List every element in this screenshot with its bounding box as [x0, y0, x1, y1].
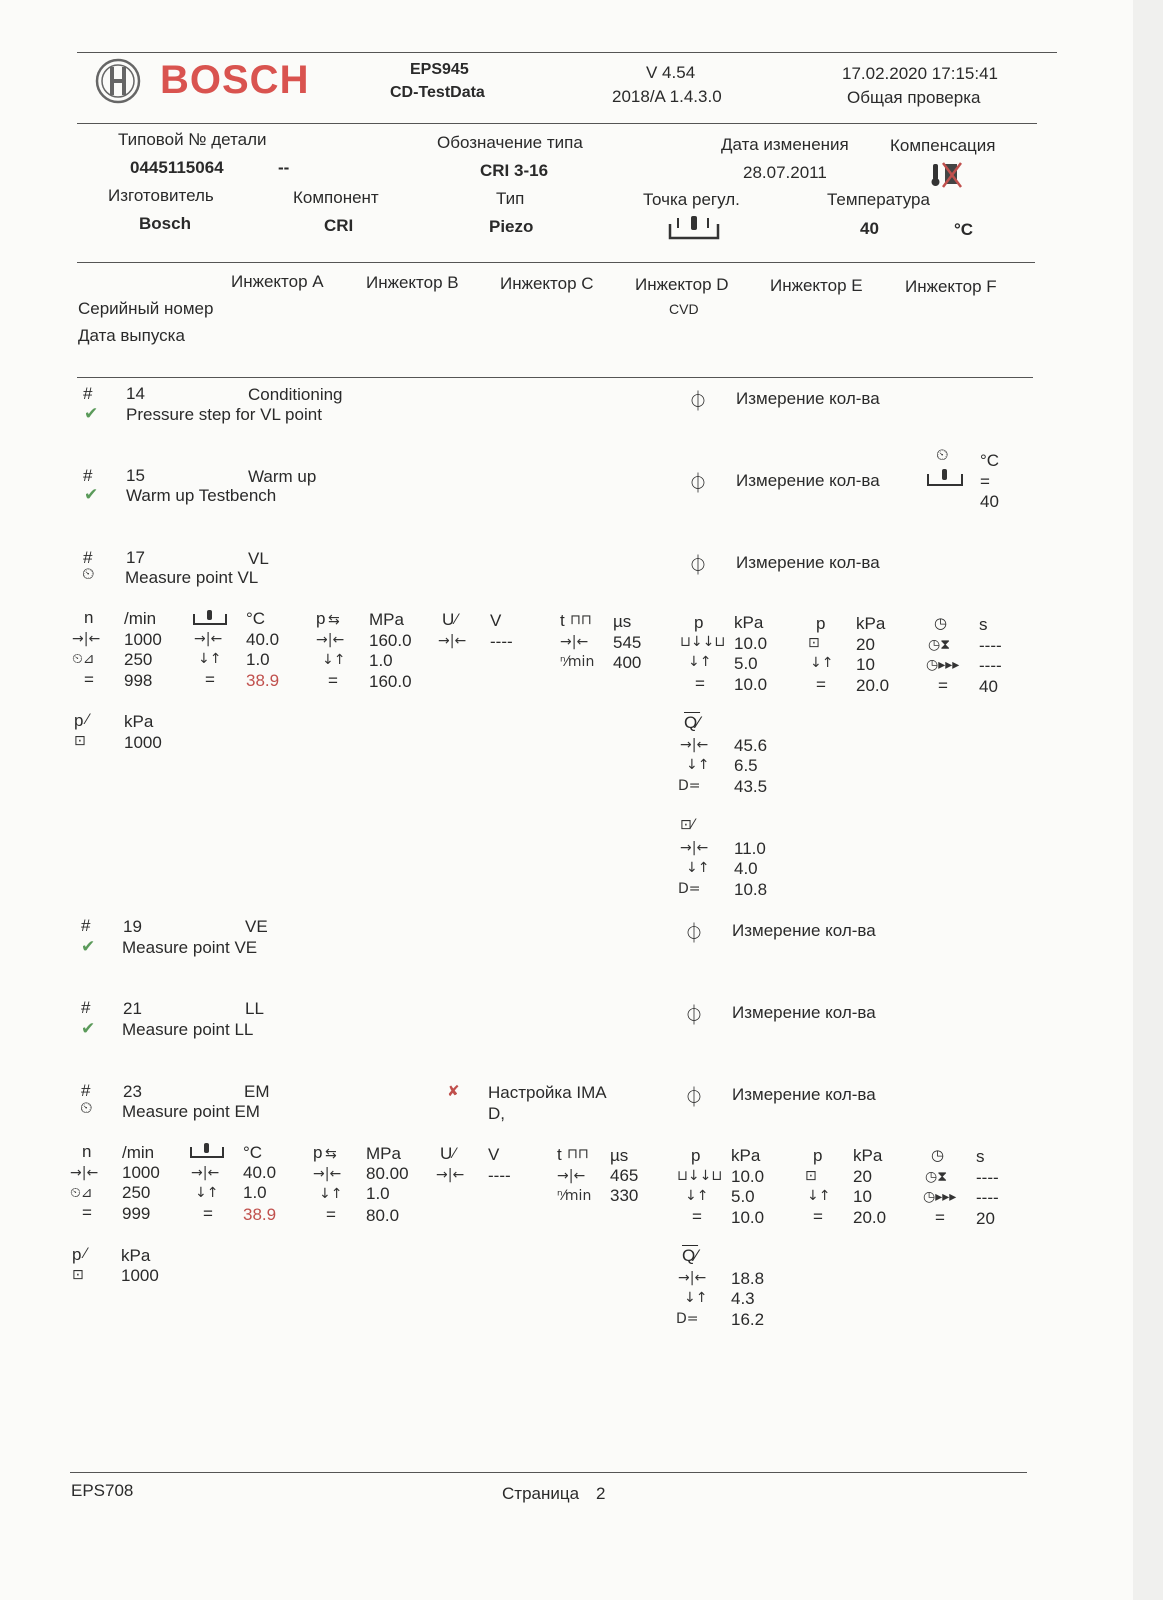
measure-icon: ⏲	[82, 566, 95, 583]
time-actual: 20	[976, 1209, 995, 1228]
regulation-point-icon	[192, 609, 228, 632]
page-label: Страница	[502, 1484, 580, 1503]
step-number: 19	[123, 917, 142, 936]
regulation-point-icon	[926, 468, 964, 493]
step-measure: Измерение кол-ва	[732, 1085, 876, 1104]
pressure-setpoint: 80.00	[366, 1164, 409, 1183]
flow-measure-icon: ⏀	[684, 923, 704, 945]
bosch-armature-icon	[95, 58, 141, 104]
inlet-icon: ⊡	[72, 1267, 84, 1283]
flow-measure-icon: ⏀	[688, 555, 708, 577]
return-pressure-actual: 10.0	[731, 1208, 765, 1227]
part-number-suffix: --	[278, 158, 290, 177]
injector-c-label: Инжектор C	[500, 274, 594, 293]
inlet-icon: ⊡	[808, 635, 820, 651]
step-number: 15	[126, 466, 145, 485]
check-icon: ✔	[81, 937, 96, 956]
rail-pressure-value: 1000	[124, 733, 162, 752]
inlet-pressure-head: p	[813, 1146, 823, 1165]
fast-forward-icon: ◷▸▸▸	[923, 1189, 957, 1205]
step-description: Warm up Testbench	[126, 486, 277, 505]
step-hash: #	[83, 548, 93, 567]
quantity-tolerance: 4.3	[731, 1289, 755, 1308]
step-number: 23	[123, 1082, 142, 1101]
kind-label: Тип	[496, 189, 525, 208]
slash-icon: ⁄	[455, 612, 458, 628]
temp-tolerance: 1.0	[243, 1183, 267, 1202]
tolerance-icon: ↓↑	[319, 1186, 343, 1202]
quantity-tolerance: 6.5	[734, 756, 758, 775]
speed-tolerance: 250	[124, 650, 153, 669]
regulation-point-icon	[189, 1142, 225, 1165]
tolerance-icon: ↓↑	[322, 652, 346, 668]
tolerance-icon: ↓↑	[195, 1185, 219, 1201]
pressure-unit: MPa	[366, 1144, 401, 1163]
return-flow-deviation: 10.8	[734, 880, 768, 899]
inlet-pressure-tolerance: 10	[853, 1187, 872, 1206]
flow-quantity-icon: Q⁄	[682, 1246, 699, 1265]
eq-sign: =	[695, 674, 705, 693]
flow-measure-icon: ⏀	[684, 1005, 704, 1027]
rail-pressure-head: p	[72, 1245, 82, 1264]
warmup-value: 40	[980, 492, 999, 511]
time-tolerance: ----	[979, 656, 1002, 675]
strokes-per-min-icon: ⁿ⁄min	[560, 654, 595, 670]
pressure-arrows-icon: ⇆	[325, 1146, 337, 1162]
injector-e-label: Инжектор E	[770, 276, 863, 295]
injection-time-head: t	[557, 1145, 562, 1164]
warmup-unit: °C	[980, 451, 1000, 470]
rail-pressure-head: p	[74, 711, 84, 730]
inlet-pressure-actual: 20.0	[853, 1208, 887, 1227]
return-flow-setpoint: 11.0	[734, 839, 766, 858]
rail-pressure-unit: kPa	[124, 712, 154, 731]
kind-value: Piezo	[489, 217, 534, 236]
injection-time-head: t	[560, 611, 565, 630]
test-mode: Общая проверка	[847, 88, 981, 107]
step-hash: #	[83, 384, 93, 403]
step-title: Conditioning	[248, 385, 343, 404]
inlet-pressure-actual: 20.0	[856, 676, 890, 695]
time-setpoint: ----	[979, 636, 1002, 655]
setpoint-icon: →|←	[191, 1165, 220, 1181]
return-pressure-unit: kPa	[731, 1146, 761, 1165]
return-pressure-tolerance: 5.0	[734, 654, 758, 673]
pressure-setpoint: 160.0	[369, 631, 412, 650]
inlet-pressure-setpoint: 20	[856, 635, 875, 654]
time-setpoint: ----	[976, 1168, 999, 1187]
inlet-pressure-setpoint: 20	[853, 1167, 872, 1186]
speed-unit: /min	[122, 1143, 155, 1162]
speed-tolerance-icon: ⏲⊿	[70, 1185, 93, 1201]
header-top-rule	[77, 52, 1057, 53]
regulation-point-icon	[668, 214, 720, 247]
temp-setpoint: 40.0	[243, 1163, 277, 1182]
manufacturer-label: Изготовитель	[108, 186, 214, 205]
fast-forward-icon: ◷▸▸▸	[926, 657, 960, 673]
setpoint-icon: →|←	[72, 631, 101, 647]
step-note: Настройка IMA	[488, 1083, 607, 1102]
flow-quantity-icon: Q⁄	[684, 713, 701, 732]
regulation-point-label: Точка регул.	[643, 190, 740, 209]
flow-measure-icon: ⏀	[684, 1087, 704, 1109]
voltage-setpoint: ----	[488, 1166, 511, 1185]
step-description: Measure point LL	[122, 1020, 254, 1039]
speed-tolerance-icon: ⏲⊿	[72, 651, 95, 667]
return-flow-icon: ⊡⁄	[680, 817, 695, 833]
speed-head: n	[84, 608, 94, 627]
clock-icon: ◷	[934, 615, 948, 632]
strokes-per-min: 330	[610, 1186, 639, 1205]
print-datetime: 17.02.2020 17:15:41	[842, 64, 998, 83]
injection-time-unit: µs	[610, 1146, 629, 1165]
speed-setpoint: 1000	[124, 630, 162, 649]
voltage-head: U	[440, 1144, 453, 1163]
change-date-label: Дата изменения	[721, 135, 849, 154]
speed-setpoint: 1000	[122, 1163, 160, 1182]
slash-icon: ⁄	[86, 712, 89, 728]
injector-d-label: Инжектор D	[635, 275, 729, 294]
software-version: V 4.54	[646, 63, 696, 82]
slash-icon: ⁄	[84, 1246, 87, 1262]
time-tolerance: ----	[976, 1188, 999, 1207]
return-pressure-unit: kPa	[734, 613, 764, 632]
footer-rule	[70, 1472, 1027, 1473]
step-number: 17	[126, 548, 145, 567]
release-date-label: Дата выпуска	[78, 326, 185, 345]
eq-sign: =	[935, 1208, 945, 1227]
inlet-pressure-tolerance: 10	[856, 655, 875, 674]
step-hash: #	[81, 998, 91, 1017]
step-hash: #	[81, 916, 91, 935]
step-hash: #	[83, 466, 93, 485]
speed-unit: /min	[124, 609, 157, 628]
tolerance-icon: ↓↑	[685, 1188, 709, 1204]
slash-icon: ⁄	[453, 1146, 456, 1162]
step-description: Measure point EM	[122, 1102, 260, 1121]
footer-code: EPS708	[71, 1481, 134, 1500]
setpoint-icon: →|←	[680, 840, 709, 856]
eq-sign: =	[816, 675, 826, 694]
measure-icon: ⏲	[80, 1100, 93, 1117]
temp-unit: °C	[246, 609, 266, 628]
setpoint-icon: →|←	[316, 632, 345, 648]
info-bottom-rule	[77, 262, 1035, 263]
page-number: 2	[596, 1484, 606, 1503]
setpoint-icon: →|←	[194, 631, 223, 647]
hourglass-icon: ◷⧗	[925, 1169, 948, 1185]
setpoint-icon: →|←	[313, 1166, 342, 1182]
eq-sign: =	[692, 1207, 702, 1226]
injector-a-label: Инжектор A	[231, 272, 324, 291]
compensation-label: Компенсация	[890, 136, 996, 155]
tolerance-icon: ↓↑	[686, 757, 710, 773]
pressure-unit: MPa	[369, 610, 404, 629]
setpoint-icon: →|←	[438, 633, 467, 649]
manufacturer-value: Bosch	[139, 214, 191, 233]
voltage-unit: V	[490, 611, 502, 630]
step-description: Measure point VL	[125, 568, 259, 587]
temp-setpoint: 40.0	[246, 630, 280, 649]
header-bottom-rule	[77, 123, 1037, 124]
time-actual: 40	[979, 677, 998, 696]
return-line-icon: ⊔↓↓⊔	[680, 634, 726, 650]
eq-sign: =	[203, 1204, 213, 1223]
eq-sign: =	[326, 1205, 336, 1224]
hourglass-icon: ◷⧗	[928, 637, 951, 653]
quantity-setpoint: 45.6	[734, 736, 768, 755]
return-pressure-setpoint: 10.0	[731, 1167, 765, 1186]
cross-icon: ✘	[447, 1083, 460, 1100]
speed-actual: 998	[124, 671, 153, 690]
eq-sign: =	[84, 670, 94, 689]
setpoint-icon: →|←	[678, 1270, 707, 1286]
step-note-2: D,	[488, 1104, 505, 1123]
strokes-per-min: 400	[613, 653, 642, 672]
pressure-arrows-icon: ⇆	[328, 612, 340, 628]
tolerance-icon: ↓↑	[686, 860, 710, 876]
step-number: 14	[126, 384, 145, 403]
step-description: Measure point VE	[122, 938, 258, 957]
step-hash: #	[81, 1081, 91, 1100]
eq-sign: =	[938, 676, 948, 695]
speed-head: n	[82, 1142, 92, 1161]
pulse-icon: ⊓⊓	[570, 612, 592, 628]
eq-sign: =	[82, 1203, 92, 1222]
part-number-value: 0445115064	[130, 158, 224, 177]
type-designation-value: CRI 3-16	[480, 161, 549, 180]
setpoint-icon: →|←	[560, 634, 589, 650]
part-number-label: Типовой № детали	[118, 130, 267, 149]
step-title: VL	[248, 549, 269, 568]
clock-icon: ◷	[931, 1147, 945, 1164]
injection-time-setpoint: 545	[613, 633, 642, 652]
bosch-logo	[95, 58, 141, 109]
pressure-tolerance: 1.0	[369, 651, 393, 670]
return-line-icon: ⊔↓↓⊔	[677, 1168, 723, 1184]
time-unit: s	[979, 615, 988, 634]
pressure-actual: 160.0	[369, 672, 412, 691]
strokes-per-min-icon: ⁿ⁄min	[557, 1188, 592, 1204]
pressure-head: p	[316, 609, 326, 628]
injector-d-note: CVD	[669, 301, 699, 317]
injector-f-label: Инжектор F	[905, 277, 997, 296]
temp-unit: °C	[243, 1143, 263, 1162]
temp-actual: 38.9	[246, 671, 280, 690]
warmup-eq: =	[980, 472, 990, 491]
voltage-setpoint: ----	[490, 632, 513, 651]
deviation-label: D=	[676, 1311, 699, 1327]
return-pressure-actual: 10.0	[734, 675, 768, 694]
injectors-bottom-rule	[77, 377, 1033, 378]
pressure-actual: 80.0	[366, 1206, 400, 1225]
step-measure: Измерение кол-ва	[736, 471, 880, 490]
eq-sign: =	[813, 1207, 823, 1226]
return-pressure-setpoint: 10.0	[734, 634, 768, 653]
step-title: VE	[245, 917, 268, 936]
setpoint-icon: →|←	[70, 1165, 99, 1181]
compensation-icon	[930, 161, 964, 194]
component-value: CRI	[324, 216, 354, 235]
eq-sign: =	[205, 670, 215, 689]
tolerance-icon: ↓↑	[684, 1290, 708, 1306]
quantity-setpoint: 18.8	[731, 1269, 765, 1288]
tolerance-icon: ↓↑	[198, 651, 222, 667]
serial-number-label: Серийный номер	[78, 299, 214, 318]
temperature-label: Температура	[827, 190, 930, 209]
check-icon: ✔	[84, 404, 99, 423]
speed-actual: 999	[122, 1204, 151, 1223]
step-description: Pressure step for VL point	[126, 405, 322, 424]
product-sub: CD-TestData	[390, 84, 485, 101]
return-flow-tolerance: 4.0	[734, 859, 758, 878]
step-number: 21	[123, 999, 142, 1018]
scan-edge	[1133, 0, 1163, 1600]
deviation-label: D=	[678, 881, 701, 897]
temperature-unit: °C	[954, 220, 974, 239]
step-measure: Измерение кол-ва	[736, 389, 880, 408]
inlet-icon: ⊡	[74, 733, 86, 749]
type-designation-label: Обозначение типа	[437, 133, 583, 152]
return-pressure-head: p	[694, 613, 704, 632]
injection-time-unit: µs	[613, 612, 632, 631]
pressure-tolerance: 1.0	[366, 1184, 390, 1203]
tolerance-icon: ↓↑	[688, 654, 712, 670]
voltage-head: U	[442, 610, 455, 629]
software-build: 2018/A 1.4.3.0	[612, 87, 722, 106]
step-measure: Измерение кол-ва	[736, 553, 880, 572]
check-icon: ✔	[84, 485, 99, 504]
pulse-icon: ⊓⊓	[567, 1146, 589, 1162]
step-measure: Измерение кол-ва	[732, 1003, 876, 1022]
voltage-unit: V	[488, 1145, 500, 1164]
flow-measure-icon: ⏀	[688, 391, 708, 413]
step-title: Warm up	[248, 467, 317, 486]
inlet-pressure-unit: kPa	[856, 614, 886, 633]
eq-sign: =	[328, 671, 338, 690]
step-measure: Измерение кол-ва	[732, 921, 876, 940]
rail-pressure-unit: kPa	[121, 1246, 151, 1265]
inlet-pressure-head: p	[816, 614, 826, 633]
rail-pressure-value: 1000	[121, 1266, 159, 1285]
tolerance-icon: ↓↑	[807, 1188, 831, 1204]
temperature-value: 40	[860, 219, 879, 238]
injector-b-label: Инжектор B	[366, 273, 459, 292]
injection-time-setpoint: 465	[610, 1166, 639, 1185]
inlet-pressure-unit: kPa	[853, 1146, 883, 1165]
setpoint-icon: →|←	[436, 1167, 465, 1183]
product-name: EPS945	[410, 61, 469, 78]
temp-tolerance: 1.0	[246, 650, 270, 669]
component-label: Компонент	[293, 188, 379, 207]
temp-actual: 38.9	[243, 1205, 277, 1224]
pressure-head: p	[313, 1143, 323, 1162]
return-pressure-head: p	[691, 1146, 701, 1165]
speed-tolerance: 250	[122, 1183, 151, 1202]
quantity-deviation: 16.2	[731, 1310, 765, 1329]
return-pressure-tolerance: 5.0	[731, 1187, 755, 1206]
setpoint-icon: →|←	[680, 737, 709, 753]
brand-name: BOSCH	[160, 58, 310, 102]
quantity-deviation: 43.5	[734, 777, 768, 796]
step-title: LL	[245, 999, 264, 1018]
check-icon: ✔	[81, 1019, 96, 1038]
setpoint-icon: →|←	[557, 1168, 586, 1184]
flow-measure-icon: ⏀	[688, 473, 708, 495]
time-unit: s	[976, 1147, 985, 1166]
change-date-value: 28.07.2011	[743, 163, 827, 182]
deviation-label: D=	[678, 778, 701, 794]
timer-icon: ⏲	[936, 447, 949, 464]
tolerance-icon: ↓↑	[810, 655, 834, 671]
inlet-icon: ⊡	[805, 1168, 817, 1184]
step-title: EM	[244, 1082, 270, 1101]
